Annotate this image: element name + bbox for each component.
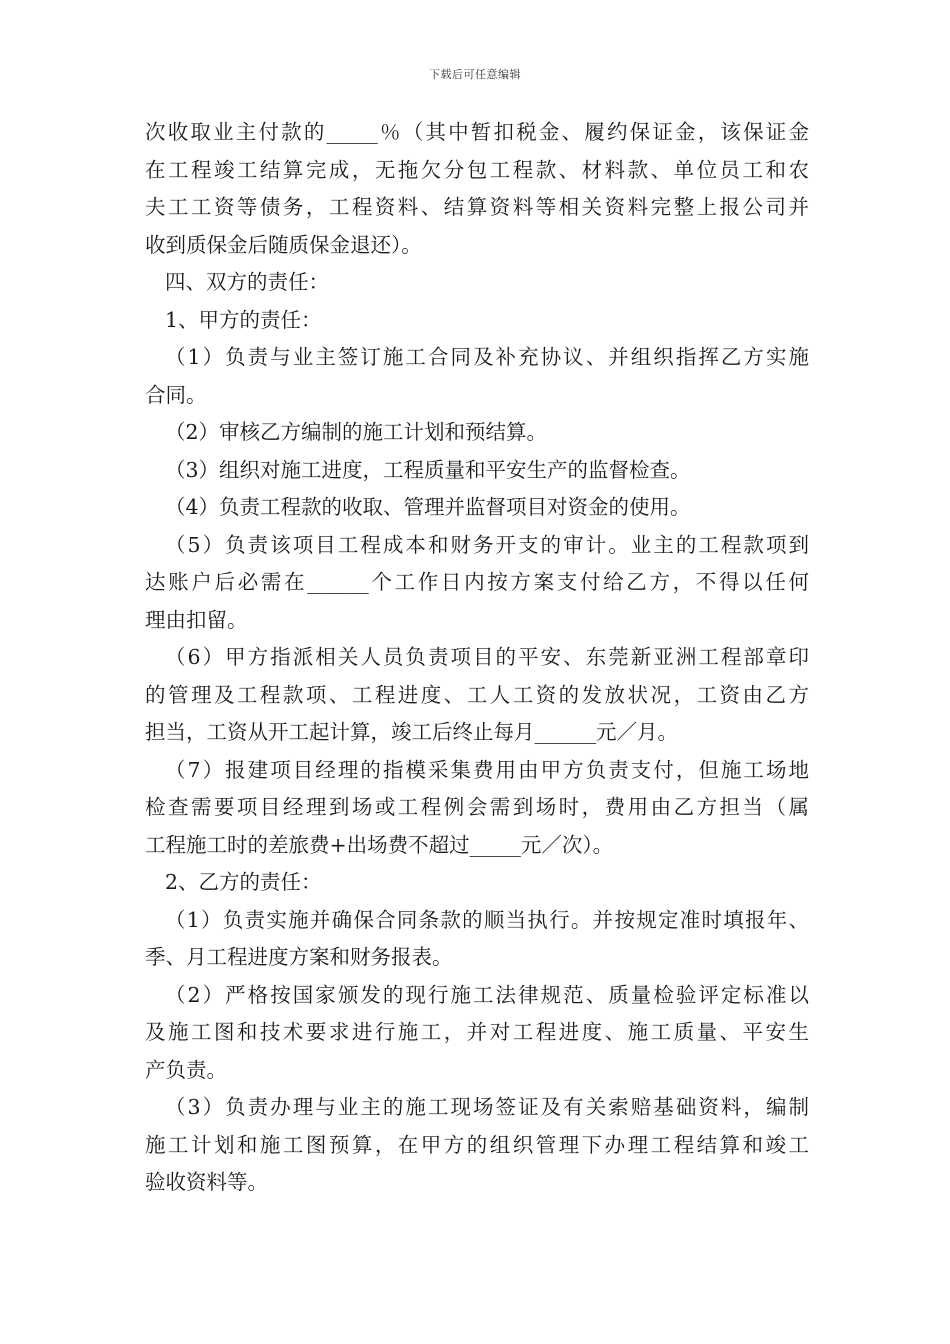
text-line: 检查需要项目经理到场或工程例会需到场时，费用由乙方担当（属 — [145, 795, 809, 819]
document-body — [145, 114, 809, 1202]
text-line: 工程施工时的差旅费+出场费不超过_____元／次）。 — [145, 832, 614, 857]
text-line: 收到质保金后随质保金退还）。 — [145, 232, 422, 257]
text-line: （1）负责与业主签订施工合同及补充协议、并组织指挥乙方实施 — [165, 345, 809, 369]
page-header-note: 下载后可任意编辑 — [429, 68, 521, 81]
text-line: （2）审核乙方编制的施工计划和预结算。 — [165, 420, 548, 444]
text-line: 次收取业主付款的_____％（其中暂扣税金、履约保证金，该保证金 — [145, 120, 809, 144]
text-line: （4）负责工程款的收取、管理并监督项目对资金的使用。 — [165, 495, 691, 519]
text-line: 理由扣留。 — [145, 607, 248, 632]
text-line: 2、乙方的责任： — [165, 870, 322, 894]
text-line: （5）负责该项目工程成本和财务开支的审计。业主的工程款项到 — [165, 532, 809, 557]
text-line: 合同。 — [145, 382, 207, 407]
text-line: 施工计划和施工图预算，在甲方的组织管理下办理工程结算和竣工 — [145, 1132, 809, 1157]
text-line: 夫工工资等债务，工程资料、结算资料等相关资料完整上报公司并 — [145, 195, 809, 219]
text-line: 达账户后必需在______个工作日内按方案支付给乙方，不得以任何 — [145, 570, 809, 594]
text-line: 担当，工资从开工起计算，竣工后终止每月______元／月。 — [145, 720, 678, 744]
text-line: （3）负责办理与业主的施工现场签证及有关索赔基础资料，编制 — [165, 1095, 809, 1119]
text-line: （3）组织对施工进度，工程质量和平安生产的监督检查。 — [165, 457, 691, 482]
text-line: 1、甲方的责任： — [165, 307, 322, 332]
text-line: （2）严格按国家颁发的现行施工法律规范、质量检验评定标准以 — [165, 982, 809, 1007]
text-line: （1）负责实施并确保合同条款的顺当执行。并按规定准时填报年、 — [165, 907, 809, 932]
text-line: 的管理及工程款项、工程进度、工人工资的发放状况，工资由乙方 — [145, 682, 809, 707]
text-line: 在工程竣工结算完成，无拖欠分包工程款、材料款、单位员工和农 — [145, 157, 809, 182]
text-line: 四、双方的责任： — [165, 270, 329, 294]
text-line: 验收资料等。 — [145, 1170, 268, 1194]
text-line: （6）甲方指派相关人员负责项目的平安、东莞新亚洲工程部章印 — [165, 645, 809, 669]
text-line: 季、月工程进度方案和财务报表。 — [145, 945, 453, 969]
text-line: 及施工图和技术要求进行施工，并对工程进度、施工质量、平安生 — [145, 1020, 809, 1044]
text-line: 产负责。 — [145, 1057, 227, 1082]
text-line: （7）报建项目经理的指模采集费用由甲方负责支付，但施工场地 — [165, 757, 809, 782]
